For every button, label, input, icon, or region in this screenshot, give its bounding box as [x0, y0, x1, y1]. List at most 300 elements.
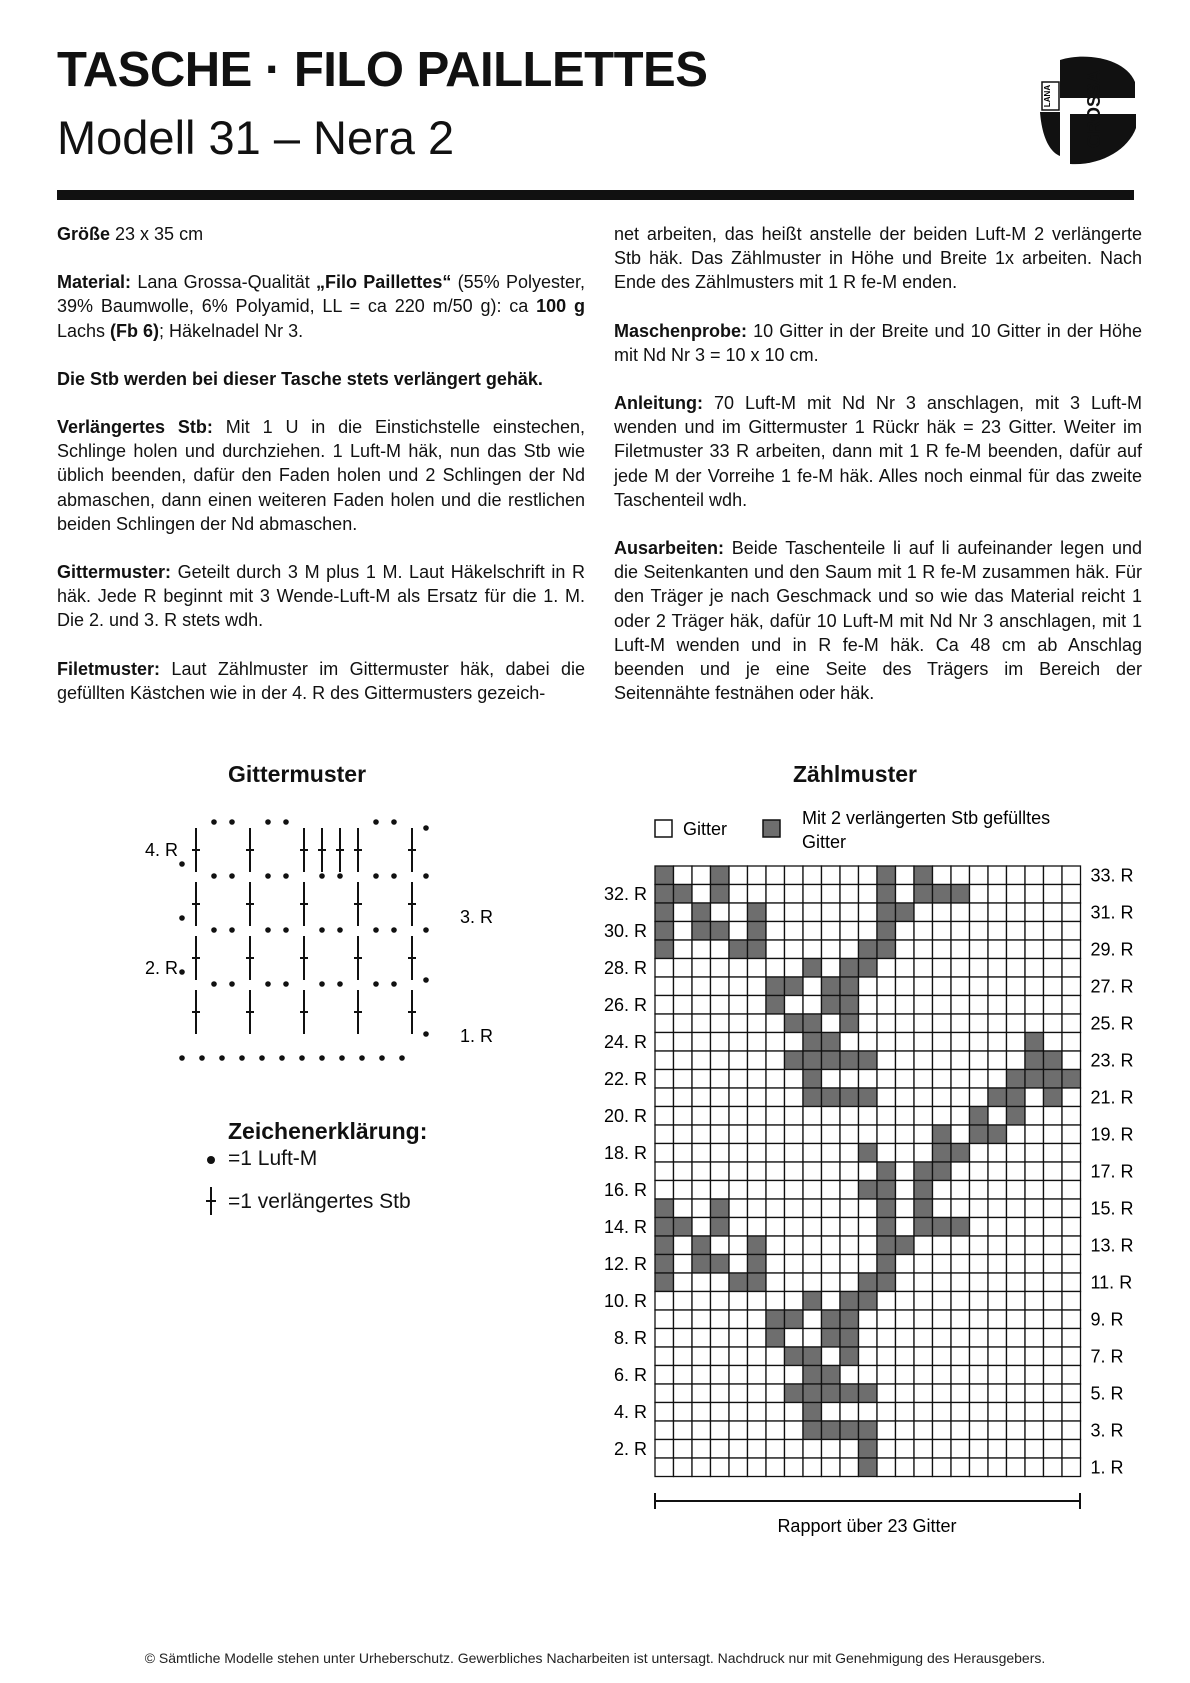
empty-cell [674, 940, 693, 959]
empty-cell [729, 1384, 748, 1403]
empty-cell [655, 1033, 674, 1052]
filled-cell [859, 1051, 878, 1070]
empty-cell [766, 1144, 785, 1163]
filled-cell [803, 1366, 822, 1385]
empty-cell [1025, 1440, 1044, 1459]
empty-cell [1007, 1458, 1026, 1477]
empty-cell [711, 1310, 730, 1329]
empty-cell [655, 1440, 674, 1459]
empty-cell [711, 1347, 730, 1366]
empty-cell [766, 1384, 785, 1403]
filled-cell [711, 1218, 730, 1237]
empty-cell [859, 1310, 878, 1329]
legend-title: Zeichenerklärung: [228, 1118, 428, 1144]
empty-cell [822, 903, 841, 922]
empty-cell [1025, 866, 1044, 885]
empty-cell [711, 977, 730, 996]
chain-dot [265, 927, 271, 933]
empty-cell [674, 1458, 693, 1477]
empty-cell [1025, 1107, 1044, 1126]
filled-cell [655, 866, 674, 885]
filled-cell [1044, 1070, 1063, 1089]
empty-cell [748, 1421, 767, 1440]
empty-cell [1025, 1255, 1044, 1274]
chain-dot [179, 1055, 185, 1061]
empty-cell [1007, 1218, 1026, 1237]
empty-cell [674, 1088, 693, 1107]
filled-cell [803, 959, 822, 978]
empty-cell [1044, 885, 1063, 904]
empty-cell [803, 1255, 822, 1274]
filled-cell [655, 1255, 674, 1274]
empty-cell [729, 959, 748, 978]
empty-cell [914, 1458, 933, 1477]
empty-cell [877, 1088, 896, 1107]
empty-cell [748, 866, 767, 885]
empty-cell [933, 903, 952, 922]
empty-cell [655, 1366, 674, 1385]
filled-cell [933, 1218, 952, 1237]
filled-cell [933, 1144, 952, 1163]
row-label-right: 15. R [1090, 1198, 1134, 1219]
empty-cell [674, 1107, 693, 1126]
empty-cell [674, 1366, 693, 1385]
empty-cell [859, 885, 878, 904]
empty-cell [896, 1329, 915, 1348]
empty-cell [988, 1236, 1007, 1255]
empty-cell [859, 922, 878, 941]
empty-cell [840, 1199, 859, 1218]
gittermuster-title: Gittermuster [228, 761, 367, 787]
filled-cell [655, 1218, 674, 1237]
empty-cell [1044, 1273, 1063, 1292]
filled-cell [822, 1310, 841, 1329]
material-color: (Fb 6) [110, 320, 160, 341]
filled-cell [785, 1051, 804, 1070]
filled-cell [692, 1236, 711, 1255]
header-rule [57, 190, 1134, 200]
empty-cell [785, 1273, 804, 1292]
empty-cell [1025, 1199, 1044, 1218]
empty-cell [748, 1310, 767, 1329]
empty-cell [803, 1440, 822, 1459]
empty-cell [877, 996, 896, 1015]
filled-cell [840, 996, 859, 1015]
empty-cell [729, 1199, 748, 1218]
empty-cell [692, 977, 711, 996]
empty-cell [933, 1088, 952, 1107]
stb-text: Mit 1 U in die Einstichstelle einstechen, Schlinge holen und durchziehen. 1 Luft-M häk, nun das Stb wie üblich beenden, dafür den Faden holen und 2 Schlingen der Nd abmaschen, dann einen weiteren Faden holen und die restlichen beiden Schlingen der Nd abmaschen. [57, 417, 585, 534]
chain-dot [391, 981, 397, 987]
empty-cell [748, 1292, 767, 1311]
empty-cell [914, 996, 933, 1015]
empty-cell [988, 1403, 1007, 1422]
empty-cell [914, 1310, 933, 1329]
empty-cell [1025, 996, 1044, 1015]
empty-cell [803, 1125, 822, 1144]
empty-cell [859, 1107, 878, 1126]
empty-cell [729, 1347, 748, 1366]
empty-cell [822, 922, 841, 941]
empty-cell [1007, 1181, 1026, 1200]
filled-cell [877, 903, 896, 922]
empty-cell [970, 1403, 989, 1422]
chain-dot [339, 1055, 345, 1061]
empty-cell [674, 1403, 693, 1422]
empty-cell [1025, 1366, 1044, 1385]
filled-cell [877, 1255, 896, 1274]
ausarbeiten-paragraph [614, 536, 1142, 705]
empty-cell [1007, 903, 1026, 922]
empty-cell [785, 1421, 804, 1440]
row-label-left: 4. R [613, 1401, 647, 1422]
empty-cell [729, 1107, 748, 1126]
filled-cell [859, 1144, 878, 1163]
empty-cell [692, 1329, 711, 1348]
empty-cell [766, 959, 785, 978]
chain-dot [423, 825, 429, 831]
empty-cell [933, 996, 952, 1015]
empty-cell [877, 959, 896, 978]
filled-cell [859, 959, 878, 978]
chain-dot [283, 873, 289, 879]
empty-cell [970, 1347, 989, 1366]
empty-cell [748, 1070, 767, 1089]
empty-cell [970, 1144, 989, 1163]
row-label-right: 13. R [1090, 1235, 1134, 1256]
empty-cell [896, 1255, 915, 1274]
empty-cell [692, 1366, 711, 1385]
empty-cell [970, 1421, 989, 1440]
empty-cell [674, 922, 693, 941]
empty-cell [859, 1199, 878, 1218]
empty-cell [933, 1366, 952, 1385]
empty-cell [766, 1347, 785, 1366]
empty-cell [674, 959, 693, 978]
empty-cell [1025, 903, 1044, 922]
empty-cell [803, 977, 822, 996]
legend-chain-label: =1 Luft-M [228, 1147, 318, 1170]
zaehlmuster-grid [655, 866, 1081, 1477]
empty-cell [1044, 1162, 1063, 1181]
empty-cell [785, 996, 804, 1015]
empty-cell [1007, 1292, 1026, 1311]
empty-cell [803, 1218, 822, 1237]
empty-cell [803, 903, 822, 922]
filled-cell [877, 1236, 896, 1255]
empty-cell [1007, 1403, 1026, 1422]
empty-cell [1062, 996, 1081, 1015]
filled-cell [859, 940, 878, 959]
empty-cell [711, 1125, 730, 1144]
filled-cell [748, 903, 767, 922]
empty-cell [1025, 1403, 1044, 1422]
empty-cell [840, 1273, 859, 1292]
empty-cell [933, 1051, 952, 1070]
empty-cell [951, 1384, 970, 1403]
empty-cell [692, 1199, 711, 1218]
filled-cell [803, 1403, 822, 1422]
empty-cell [988, 1384, 1007, 1403]
empty-cell [711, 1070, 730, 1089]
empty-cell [1025, 1014, 1044, 1033]
row-label-right: 9. R [1090, 1309, 1124, 1330]
empty-cell [692, 1458, 711, 1477]
empty-cell [951, 977, 970, 996]
empty-cell [1062, 1347, 1081, 1366]
empty-cell [1007, 1384, 1026, 1403]
filled-cell [914, 866, 933, 885]
empty-cell [988, 1218, 1007, 1237]
chain-dot [229, 981, 235, 987]
empty-cell [877, 1421, 896, 1440]
empty-cell [951, 940, 970, 959]
empty-cell [748, 885, 767, 904]
empty-cell [1025, 977, 1044, 996]
row-label-left: 14. R [603, 1216, 647, 1237]
filled-cell [692, 1255, 711, 1274]
empty-cell [877, 1033, 896, 1052]
empty-cell [674, 1440, 693, 1459]
empty-cell [655, 1403, 674, 1422]
empty-cell [970, 1440, 989, 1459]
empty-cell [896, 1014, 915, 1033]
empty-cell [1062, 940, 1081, 959]
ausarbeiten-text: Beide Taschenteile li auf li aufeinander legen und die Seitenkanten und den Saum mit 1 R fe-M zusammen häk. Für den Träger je nach Geschmack und so wie das Material reicht 1 oder 2 Träger häk, dafür 10 Luft-M mit Nd Nr 3 anschlagen, mit 1 Luft-M wenden und in R fe-M häk. Ca 48 cm ab Anschlag beenden und je eine Seite des Trägers im Bereich der Seitennähte festnähen oder häk. [614, 538, 1142, 704]
filled-cell [896, 1236, 915, 1255]
empty-cell [711, 1366, 730, 1385]
empty-cell [859, 1070, 878, 1089]
filled-cell [692, 903, 711, 922]
empty-cell [840, 922, 859, 941]
empty-cell [766, 1181, 785, 1200]
empty-cell [970, 1273, 989, 1292]
empty-cell [692, 1144, 711, 1163]
ausarbeiten-label: Ausarbeiten: [614, 538, 725, 559]
empty-cell [1007, 1273, 1026, 1292]
empty-cell [877, 1014, 896, 1033]
empty-cell [988, 1310, 1007, 1329]
chain-dot [319, 1055, 325, 1061]
gitter-label: Gittermuster: [57, 562, 172, 583]
filled-cell [1025, 1051, 1044, 1070]
row-label-left: 30. R [603, 920, 647, 941]
filled-cell [951, 1144, 970, 1163]
empty-cell [1007, 1014, 1026, 1033]
empty-cell [748, 1125, 767, 1144]
empty-cell [840, 1236, 859, 1255]
empty-cell [1044, 1107, 1063, 1126]
empty-cell [711, 1329, 730, 1348]
empty-cell [692, 1051, 711, 1070]
legend-empty-box-icon [655, 820, 672, 837]
empty-cell [674, 1292, 693, 1311]
empty-cell [970, 1051, 989, 1070]
chain-dot [423, 927, 429, 933]
empty-cell [711, 1181, 730, 1200]
material-amount: 100 g [536, 296, 585, 317]
empty-cell [766, 1125, 785, 1144]
filled-cell [785, 1347, 804, 1366]
empty-cell [674, 1255, 693, 1274]
legend-filled-label-1: Mit 2 verlängerten Stb gefülltes [802, 808, 1051, 828]
empty-cell [877, 1440, 896, 1459]
empty-cell [692, 1384, 711, 1403]
filled-cell [748, 922, 767, 941]
logo-grossa-text: GROSSA [1084, 69, 1104, 149]
empty-cell [988, 959, 1007, 978]
empty-cell [988, 1421, 1007, 1440]
empty-cell [1044, 1199, 1063, 1218]
empty-cell [914, 922, 933, 941]
empty-cell [1062, 866, 1081, 885]
row-label-left: 20. R [603, 1105, 647, 1126]
empty-cell [729, 996, 748, 1015]
chain-dot [179, 915, 185, 921]
empty-cell [951, 1033, 970, 1052]
filled-cell [914, 1162, 933, 1181]
chain-dot [399, 1055, 405, 1061]
empty-cell [1007, 1366, 1026, 1385]
filled-cell [877, 866, 896, 885]
filled-cell [877, 1273, 896, 1292]
empty-cell [914, 1033, 933, 1052]
zaehlmuster-title: Zählmuster [793, 761, 917, 787]
row-label-right: 23. R [1090, 1050, 1134, 1071]
chain-dot [211, 927, 217, 933]
empty-cell [951, 1199, 970, 1218]
empty-cell [933, 1033, 952, 1052]
empty-cell [951, 903, 970, 922]
empty-cell [1025, 1347, 1044, 1366]
empty-cell [729, 1421, 748, 1440]
empty-cell [933, 959, 952, 978]
empty-cell [711, 1273, 730, 1292]
row-label-right: 31. R [1090, 902, 1134, 923]
filled-cell [1025, 1033, 1044, 1052]
empty-cell [970, 1366, 989, 1385]
chain-dot [337, 927, 343, 933]
empty-cell [1007, 1329, 1026, 1348]
filled-cell [859, 1273, 878, 1292]
empty-cell [766, 1051, 785, 1070]
empty-cell [1044, 922, 1063, 941]
empty-cell [692, 1014, 711, 1033]
page-subtitle: Modell 31 – Nera 2 [57, 111, 455, 164]
empty-cell [766, 1366, 785, 1385]
empty-cell [840, 1144, 859, 1163]
empty-cell [785, 1181, 804, 1200]
empty-cell [1025, 940, 1044, 959]
empty-cell [711, 1236, 730, 1255]
empty-cell [1044, 1310, 1063, 1329]
legend-filled-box-icon [763, 820, 780, 837]
empty-cell [692, 885, 711, 904]
filled-cell [803, 1347, 822, 1366]
empty-cell [970, 959, 989, 978]
empty-cell [1062, 922, 1081, 941]
empty-cell [729, 903, 748, 922]
chain-dot [373, 819, 379, 825]
empty-cell [970, 1384, 989, 1403]
empty-cell [914, 1107, 933, 1126]
empty-cell [692, 940, 711, 959]
empty-cell [896, 1051, 915, 1070]
material-text: (55% Polyester, 39% Baumwolle, 6% Polyamid, LL = ca 220 m/50 g): ca [57, 272, 585, 317]
empty-cell [951, 1125, 970, 1144]
empty-cell [896, 1181, 915, 1200]
chain-dot [219, 1055, 225, 1061]
chain-dot [391, 927, 397, 933]
empty-cell [748, 1014, 767, 1033]
empty-cell [822, 940, 841, 959]
empty-cell [729, 1440, 748, 1459]
empty-cell [711, 1014, 730, 1033]
empty-cell [1044, 1181, 1063, 1200]
empty-cell [1044, 1014, 1063, 1033]
empty-cell [933, 1014, 952, 1033]
empty-cell [1007, 866, 1026, 885]
filled-cell [951, 885, 970, 904]
chain-dot [319, 981, 325, 987]
empty-cell [1044, 1292, 1063, 1311]
chain-dot [265, 819, 271, 825]
empty-cell [840, 885, 859, 904]
empty-cell [655, 1310, 674, 1329]
empty-cell [822, 1125, 841, 1144]
chain-dot [379, 1055, 385, 1061]
empty-cell [1025, 1421, 1044, 1440]
empty-cell [914, 959, 933, 978]
empty-cell [692, 996, 711, 1015]
chain-dot [319, 927, 325, 933]
empty-cell [711, 1440, 730, 1459]
empty-cell [729, 1366, 748, 1385]
empty-cell [988, 996, 1007, 1015]
size-paragraph [57, 222, 585, 246]
legend-empty-label: Gitter [683, 819, 728, 839]
empty-cell [1044, 1458, 1063, 1477]
filled-cell [877, 1218, 896, 1237]
filled-cell [840, 1347, 859, 1366]
empty-cell [896, 922, 915, 941]
empty-cell [970, 977, 989, 996]
filled-cell [840, 1014, 859, 1033]
row-label-right: 1. R [1090, 1457, 1124, 1478]
empty-cell [803, 1181, 822, 1200]
empty-cell [877, 1403, 896, 1422]
empty-cell [655, 1088, 674, 1107]
empty-cell [933, 922, 952, 941]
empty-cell [896, 1366, 915, 1385]
row-label-2: 2. R [145, 958, 179, 978]
empty-cell [877, 1384, 896, 1403]
filled-cell [803, 1014, 822, 1033]
empty-cell [988, 1255, 1007, 1274]
empty-cell [1044, 866, 1063, 885]
empty-cell [711, 1421, 730, 1440]
chain-dot [423, 873, 429, 879]
empty-cell [692, 1347, 711, 1366]
row-label-right: 25. R [1090, 1013, 1134, 1034]
row-label-left: 18. R [603, 1142, 647, 1163]
filled-cell [970, 1125, 989, 1144]
empty-cell [785, 885, 804, 904]
empty-cell [1007, 996, 1026, 1015]
empty-cell [840, 1218, 859, 1237]
empty-cell [692, 1273, 711, 1292]
empty-cell [748, 1051, 767, 1070]
